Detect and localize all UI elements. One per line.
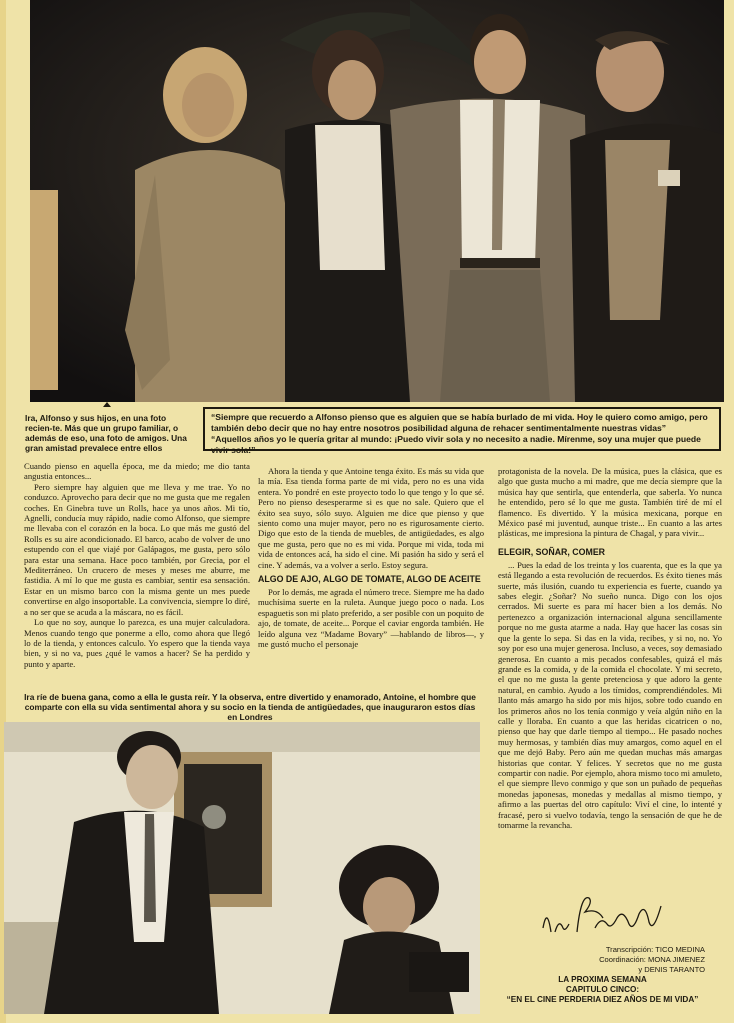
- family-photo-illustration: [30, 0, 724, 402]
- text-column-3: [498, 466, 722, 830]
- caption-pointer-icon: [103, 402, 111, 407]
- col3-paragraph: ... Pues la edad de los treinta y los cuarenta, que es la que ya está llegando a esta revolución de recuerdos. Es éxito tienes más suerte, más ilusión, cuando tu experiencia es fuerte, cuando ya sabes elegir. ¿Soñar? No sueño nunca. Digo con los ojos cerrados. Mi suerte es para mí hacer bien a los demás. No pertenezco a organización internacional alguna sencillamente porque no me gusta atarme a nada. Hay que hacer las cosas sin que la gente lo sepa. Si das en la vida, recibes, y si no, no. Yo soy por eso una mujer generosa. Incluso, a veces, soy demasiado generosa. En cuanto a mis pecados confesables, quizá el más grande es la comida, y de la comida el chocolate. Y mi secreto, el que no me gusta la gente pretenciosa y que adoro la gente natural, en cambio. Ayudo a los tímidos, comprendiéndoles. Mi llanto más amargo ha sido por mis hijos, sobre todo cuando en los primeros años no los tenía conmigo y veía algún niño en la calle y lloraba. En cuanto a que las heridas cicatricen o no, pienso que hay que darle tiempo al tiempo... He pasado noches muy hermosas, y también días muy amargos, como aquel en el que me dejó Baby. Pero aún me quedan muchas más amargas historias que contar. Y felices. Y secretos que no me gusta compartir con nadie. Por ejemplo, ahora mismo toco mi amuleto, el que siempre llevo conmigo y que son un puñado de pequeñas monedas japonesas, monedas y medallas al mismo tiempo, y afirmo a las puertas del otro capítulo: Viví el cine, lo intenté y fracasé, pero si vuelvo todavía, tengo la sensación de que he de tomarme la revancha.: [498, 559, 722, 830]
- col2-paragraph: Ahora la tienda y que Antoine tenga éxito. Es más su vida que la mía. Esa tienda forma parte de mi vida, pero no es una vida entera. Yo pondré en este proyecto todo lo que tengo y lo que sé. Pero no pienso desesperarme si es que no sale. Quiero que el éxito sea suyo, sólo suyo. Alguien me dice que pienso y que siento como una mujer mayor, pero no es rigurosamente cierto. Digo que esto de la tienda de muebles, de antigüedades, es algo que me gusta, pero que no es mi vida. Porque mi vida, toda mi vida de entonces acá, ha sido el cine. Mi pasión ha sido y será el cine. Y además, va a volver a serlo. Estoy segura.: [258, 466, 484, 570]
- credits-block: [560, 945, 705, 975]
- pull-quote-line-2: “Aquellos años yo le quería gritar al mundo: ¡Puedo vivir sola y no necesito a nadie. Mírenme, soy una mujer que puede vivir sola!”: [211, 434, 701, 455]
- col2-paragraph: Por lo demás, me agrada el número trece. Siempre me ha dado muchísima suerte en la ruleta. Aunque juego poco o nada. Los espaguetis son mi plato preferido, a ser posible con un poquito de ajo, de tomate, de aceite... Porque el caviar engorda también. He leído alguna vez “Madame Bovary” —hablando de libros—, y me gustó mucho el personaje: [258, 587, 484, 650]
- credit-coordination: Coordinación: MONA JIMENEZ: [599, 955, 705, 964]
- photo-caption-antoine: Ira ríe de buena gana, como a ella le gusta reír. Y la observa, entre divertido y enamorado, Antoine, el hombre que comparte con ella su vida sentimental ahora y su socio en la tienda de antigüedades, que inauguraron estos días en Londres: [24, 692, 476, 722]
- col3-paragraph: protagonista de la novela. De la música, pues la clásica, que es algo que gusta mucho a mi madre, que me decía siempre que la música hay que sentirla, que entenderla, que saberla. Yo nunca he entendido, pero sé lo que me gusta. También tiré de mí el flamenco. Es divertido. Y la música mexicana, porque en México pasé mi juventud, aunque triste... En cuanto a las artes plásticas, me impresiona la pintura de Chagal, y para vivir...: [498, 466, 722, 539]
- col1-paragraph: Pero siempre hay alguien que me lleva y me trae. Yo no conduzco. Aprovecho para decir que no me gusta que me regalen coches. En Ginebra tuve un Rolls, hace ya unos años. Mi tío, Agnelli, conducía muy rápido, nadie como Alfonso, que siempre me llevaba con el corazón en la boca. Lo que más me gustó del Rolls es su aire acondicionado. El barco, acabo de volver de uno estupendo con el que viajé por Galápagos, me gusta, pero sólo para estar una semana. Hace poco también, por Grecia, por el Mediterráneo. Un crucero de meses y meses me aburre, me fastidia. A mí lo que me gusta es cambiar, sentir esa sensación. Estar en un mismo barco con la misma gente un mes puede convertirse en algo insoportable. La convivencia, siempre lo diré, a no ser que se acuda a la máscara, no es fácil.: [24, 481, 250, 617]
- chapter-number: CAPITULO CINCO:: [565, 985, 640, 994]
- photo-caption-family: Ira, Alfonso y sus hijos, en una foto recien-te. Más que un grupo familiar, o además de eso, una foto de amigos. Una gran amistad prevalece entre ellos: [25, 413, 187, 453]
- section-heading-ajo: ALGO DE AJO, ALGO DE TOMATE, ALGO DE ACEITE: [258, 574, 481, 585]
- pull-quote-box: [203, 407, 721, 455]
- col1-paragraph: Cuando pienso en aquella época, me da miedo; me dio tanta angustia entonces...: [24, 461, 250, 482]
- ira-antoine-photo: [4, 722, 480, 1014]
- credit-transcription: Transcripción: TICO MEDINA: [605, 945, 705, 954]
- section-heading-elegir: ELEGIR, SOÑAR, COMER: [498, 546, 606, 557]
- pull-quote-line-1: “Siempre que recuerdo a Alfonso pienso que es alguien que se había burlado de mi vida. Hoy le quiero como amigo, pero también debo decir que no hay entre nosotros posibilidad alguna de rehacer sentimentalmente nuestras vidas”: [211, 412, 708, 433]
- chapter-title: “EN EL CINE PERDERIA DIEZ AÑOS DE MI VIDA”: [506, 995, 699, 1004]
- family-photo: [30, 0, 724, 402]
- ira-antoine-photo-illustration: [4, 722, 480, 1014]
- col1-paragraph: Lo que no soy, aunque lo parezca, es una mujer calculadora. Menos cuando tengo que ponerme a ello, como ahora que llegó lo de la tienda, y entonces calculo. Yo espero que la tienda vaya bien, y si no va, pues ¿qué le vamos a hacer? Se ha perdido y punto y aparte.: [24, 617, 250, 669]
- signature-image: [537, 888, 667, 944]
- next-chapter-teaser: [490, 975, 715, 1005]
- text-column-1: [24, 461, 250, 669]
- next-week-label: LA PROXIMA SEMANA: [558, 975, 647, 984]
- text-column-2: [258, 466, 484, 650]
- credit-coordination-2: y DENIS TARANTO: [638, 965, 705, 974]
